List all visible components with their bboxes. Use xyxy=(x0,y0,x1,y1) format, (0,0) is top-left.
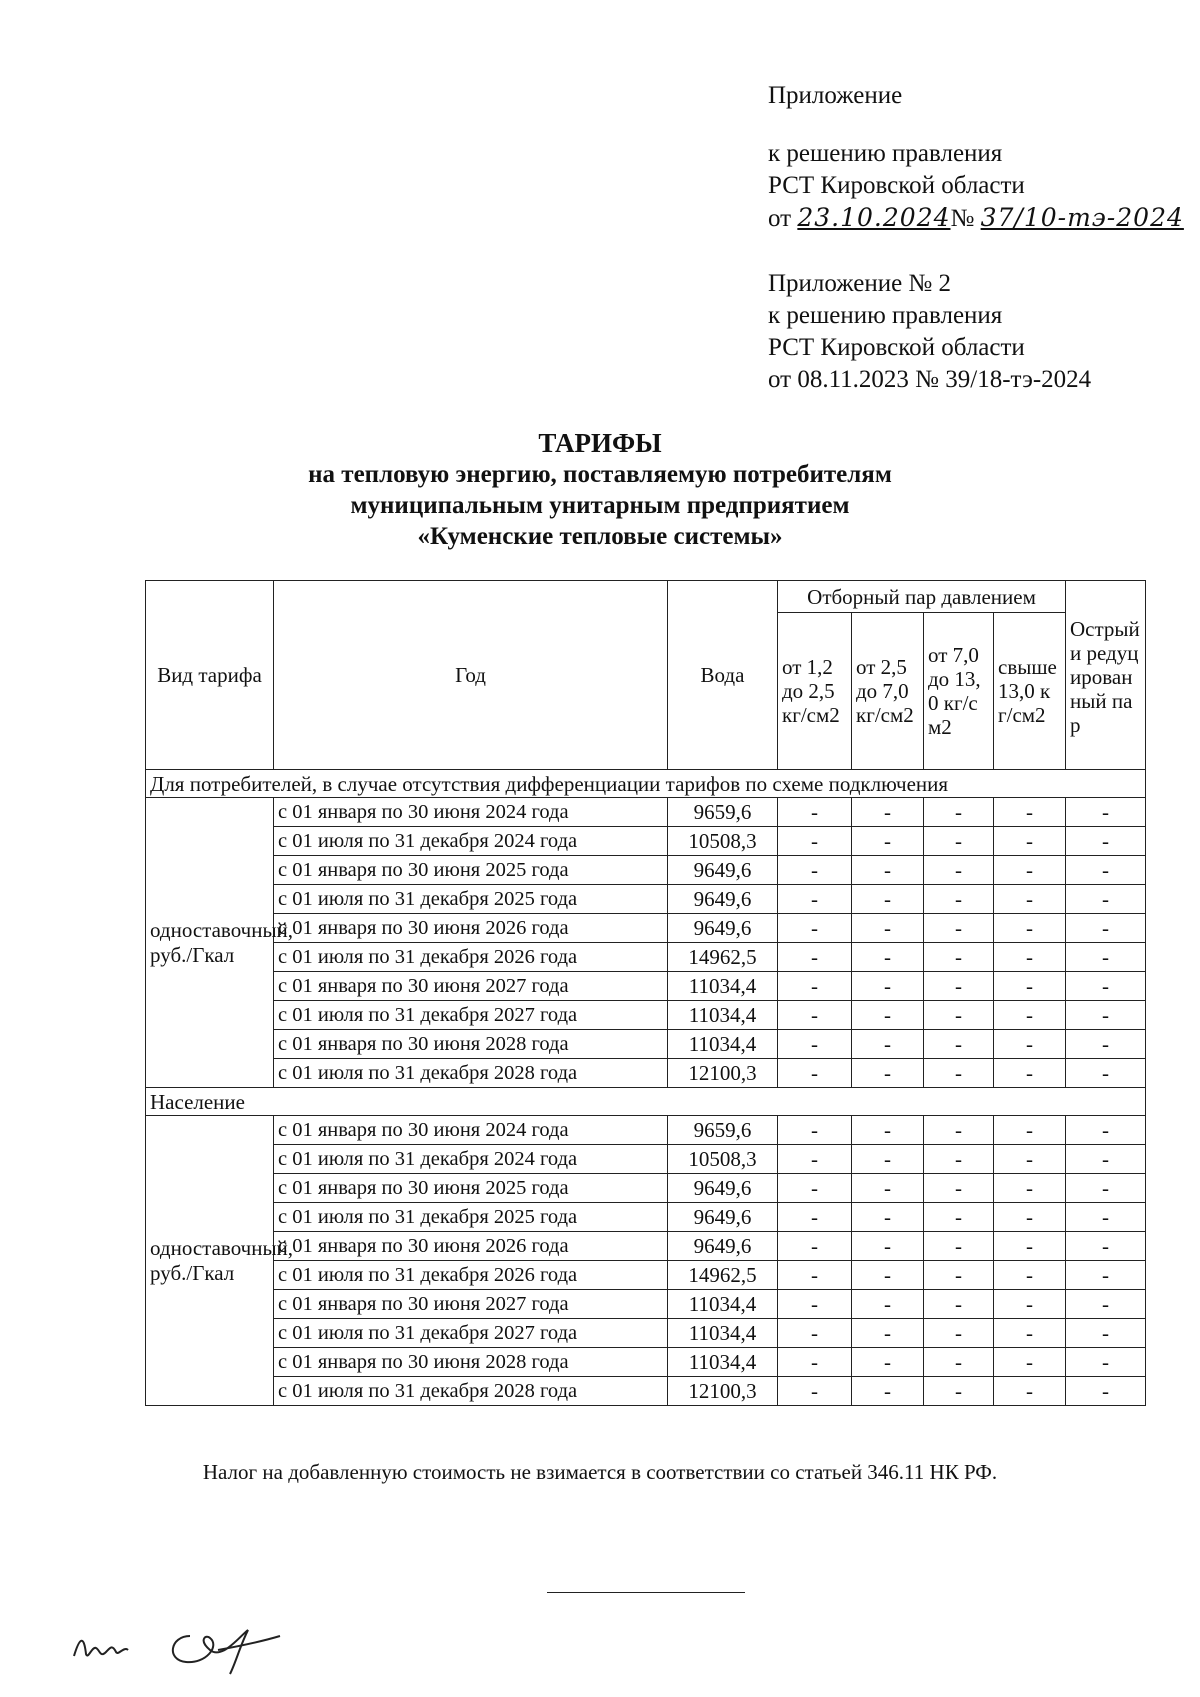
steam-tariff-cell: - xyxy=(852,1290,924,1319)
steam-tariff-cell: - xyxy=(852,1001,924,1030)
steam-tariff-cell: - xyxy=(1066,1261,1146,1290)
appendix2-title: Приложение № 2 xyxy=(768,270,952,297)
steam-tariff-cell: - xyxy=(924,798,994,827)
table-row xyxy=(146,1174,1146,1203)
period-cell: с 01 июля по 31 декабря 2028 года xyxy=(274,1377,668,1406)
period-cell: с 01 июля по 31 декабря 2027 года xyxy=(274,1319,668,1348)
appendix-line-date xyxy=(768,202,1184,235)
water-tariff-cell: 9649,6 xyxy=(668,885,778,914)
table-row xyxy=(146,1348,1146,1377)
table-row xyxy=(146,943,1146,972)
steam-tariff-cell: - xyxy=(924,1145,994,1174)
steam-tariff-cell: - xyxy=(852,798,924,827)
steam-tariff-cell: - xyxy=(1066,1174,1146,1203)
steam-tariff-cell: - xyxy=(778,1319,852,1348)
water-tariff-cell: 9649,6 xyxy=(668,856,778,885)
tariff-type-cell: одноставочный, руб./Гкал xyxy=(146,798,274,1088)
water-tariff-cell: 10508,3 xyxy=(668,1145,778,1174)
steam-tariff-cell: - xyxy=(994,914,1066,943)
tariff-table xyxy=(145,580,1146,1406)
table-row xyxy=(146,914,1146,943)
steam-tariff-cell: - xyxy=(1066,1377,1146,1406)
period-cell: с 01 января по 30 июня 2027 года xyxy=(274,1290,668,1319)
steam-tariff-cell: - xyxy=(924,1116,994,1145)
appendix-line-decision: к решению правления xyxy=(768,140,1003,167)
table-row xyxy=(146,856,1146,885)
steam-tariff-cell: - xyxy=(778,1030,852,1059)
steam-tariff-cell: - xyxy=(852,972,924,1001)
appendix2-header xyxy=(768,268,1091,396)
table-row xyxy=(146,827,1146,856)
table-row xyxy=(146,1059,1146,1088)
title-line-2: муниципальным унитарным предприятием xyxy=(350,492,850,519)
steam-tariff-cell: - xyxy=(778,827,852,856)
steam-tariff-cell: - xyxy=(852,1145,924,1174)
period-cell: с 01 июля по 31 декабря 2026 года xyxy=(274,1261,668,1290)
header-steam-group: Отборный пар давлением xyxy=(778,581,1066,613)
table-row xyxy=(146,1203,1146,1232)
period-cell: с 01 июля по 31 декабря 2027 года xyxy=(274,1001,668,1030)
table-row xyxy=(146,798,1146,827)
steam-tariff-cell: - xyxy=(994,1116,1066,1145)
water-tariff-cell: 11034,4 xyxy=(668,1348,778,1377)
steam-tariff-cell: - xyxy=(852,1059,924,1088)
water-tariff-cell: 11034,4 xyxy=(668,1001,778,1030)
water-tariff-cell: 9649,6 xyxy=(668,1232,778,1261)
steam-tariff-cell: - xyxy=(852,1030,924,1059)
number-prefix: № xyxy=(950,205,975,232)
appendix-header xyxy=(768,80,1184,235)
steam-tariff-cell: - xyxy=(778,1174,852,1203)
table-row xyxy=(146,1319,1146,1348)
steam-tariff-cell: - xyxy=(924,1203,994,1232)
vat-note: Налог на добавленную стоимость не взимается в соответствии со статьей 346.11 НК РФ. xyxy=(202,1460,998,1484)
steam-tariff-cell: - xyxy=(924,1059,994,1088)
steam-tariff-cell: - xyxy=(924,943,994,972)
steam-tariff-cell: - xyxy=(924,1001,994,1030)
steam-tariff-cell: - xyxy=(852,943,924,972)
steam-tariff-cell: - xyxy=(852,1116,924,1145)
title-line-1: на тепловую энергию, поставляемую потребителям xyxy=(308,461,892,488)
steam-tariff-cell: - xyxy=(852,856,924,885)
water-tariff-cell: 14962,5 xyxy=(668,943,778,972)
appendix-title: Приложение xyxy=(768,82,903,109)
water-tariff-cell: 11034,4 xyxy=(668,1290,778,1319)
table-row xyxy=(146,1232,1146,1261)
steam-tariff-cell: - xyxy=(1066,1059,1146,1088)
water-tariff-cell: 11034,4 xyxy=(668,1030,778,1059)
steam-tariff-cell: - xyxy=(994,1059,1066,1088)
steam-tariff-cell: - xyxy=(994,1348,1066,1377)
header-steam-1: от 1,2 до 2,5 кг/см2 xyxy=(778,613,852,770)
steam-tariff-cell: - xyxy=(1066,827,1146,856)
appendix2-line-authority: РСТ Кировской области xyxy=(768,334,1025,361)
steam-tariff-cell: - xyxy=(1066,1030,1146,1059)
steam-tariff-cell: - xyxy=(852,1377,924,1406)
steam-tariff-cell: - xyxy=(1066,1001,1146,1030)
steam-tariff-cell: - xyxy=(1066,972,1146,1001)
period-cell: с 01 января по 30 июня 2024 года xyxy=(274,798,668,827)
steam-tariff-cell: - xyxy=(924,1348,994,1377)
steam-tariff-cell: - xyxy=(924,856,994,885)
water-tariff-cell: 9649,6 xyxy=(668,914,778,943)
header-year: Год xyxy=(274,581,668,770)
steam-tariff-cell: - xyxy=(1066,1145,1146,1174)
steam-tariff-cell: - xyxy=(778,1377,852,1406)
table-row xyxy=(146,1290,1146,1319)
section-row xyxy=(146,770,1146,798)
steam-tariff-cell: - xyxy=(1066,856,1146,885)
period-cell: с 01 июля по 31 декабря 2024 года xyxy=(274,1145,668,1174)
steam-tariff-cell: - xyxy=(994,827,1066,856)
steam-tariff-cell: - xyxy=(994,1001,1066,1030)
steam-tariff-cell: - xyxy=(994,856,1066,885)
steam-tariff-cell: - xyxy=(924,1232,994,1261)
steam-tariff-cell: - xyxy=(924,1290,994,1319)
appendix2-line-decision: к решению правления xyxy=(768,302,1003,329)
signature-icon xyxy=(70,1616,330,1676)
period-cell: с 01 января по 30 июня 2024 года xyxy=(274,1116,668,1145)
steam-tariff-cell: - xyxy=(994,943,1066,972)
steam-tariff-cell: - xyxy=(924,1377,994,1406)
water-tariff-cell: 11034,4 xyxy=(668,1319,778,1348)
steam-tariff-cell: - xyxy=(924,827,994,856)
steam-tariff-cell: - xyxy=(778,1059,852,1088)
steam-tariff-cell: - xyxy=(994,1030,1066,1059)
steam-tariff-cell: - xyxy=(778,1116,852,1145)
steam-tariff-cell: - xyxy=(994,1319,1066,1348)
steam-tariff-cell: - xyxy=(852,1203,924,1232)
water-tariff-cell: 14962,5 xyxy=(668,1261,778,1290)
steam-tariff-cell: - xyxy=(778,972,852,1001)
steam-tariff-cell: - xyxy=(1066,798,1146,827)
steam-tariff-cell: - xyxy=(778,856,852,885)
period-cell: с 01 января по 30 июня 2026 года xyxy=(274,914,668,943)
steam-tariff-cell: - xyxy=(924,972,994,1001)
water-tariff-cell: 9659,6 xyxy=(668,1116,778,1145)
steam-tariff-cell: - xyxy=(924,1030,994,1059)
water-tariff-cell: 12100,3 xyxy=(668,1059,778,1088)
steam-tariff-cell: - xyxy=(994,1377,1066,1406)
table-row xyxy=(146,885,1146,914)
steam-tariff-cell: - xyxy=(852,1232,924,1261)
steam-tariff-cell: - xyxy=(994,885,1066,914)
steam-tariff-cell: - xyxy=(994,1261,1066,1290)
steam-tariff-cell: - xyxy=(852,1319,924,1348)
period-cell: с 01 июля по 31 декабря 2025 года xyxy=(274,1203,668,1232)
steam-tariff-cell: - xyxy=(994,1232,1066,1261)
steam-tariff-cell: - xyxy=(1066,1232,1146,1261)
steam-tariff-cell: - xyxy=(1066,1290,1146,1319)
steam-tariff-cell: - xyxy=(852,914,924,943)
decision-number: 37/10-тэ-2024 xyxy=(980,203,1184,232)
steam-tariff-cell: - xyxy=(1066,1348,1146,1377)
header-tariff-type: Вид тарифа xyxy=(146,581,274,770)
steam-tariff-cell: - xyxy=(778,943,852,972)
title-line-3: «Куменские тепловые системы» xyxy=(417,523,783,550)
steam-tariff-cell: - xyxy=(924,1261,994,1290)
tariff-type-cell: одноставочный, руб./Гкал xyxy=(146,1116,274,1406)
header-steam-2: от 2,5 до 7,0 кг/см2 xyxy=(852,613,924,770)
steam-tariff-cell: - xyxy=(852,1348,924,1377)
appendix-line-authority: РСТ Кировской области xyxy=(768,172,1025,199)
period-cell: с 01 июля по 31 декабря 2026 года xyxy=(274,943,668,972)
water-tariff-cell: 12100,3 xyxy=(668,1377,778,1406)
period-cell: с 01 января по 30 июня 2026 года xyxy=(274,1232,668,1261)
appendix2-line-date: от 08.11.2023 № 39/18-тэ-2024 xyxy=(768,366,1092,393)
header-sharp-steam: Острый и редуцированный пар xyxy=(1066,581,1146,770)
period-cell: с 01 января по 30 июня 2028 года xyxy=(274,1348,668,1377)
steam-tariff-cell: - xyxy=(778,1290,852,1319)
steam-tariff-cell: - xyxy=(924,1174,994,1203)
period-cell: с 01 июля по 31 декабря 2028 года xyxy=(274,1059,668,1088)
steam-tariff-cell: - xyxy=(778,1261,852,1290)
steam-tariff-cell: - xyxy=(778,914,852,943)
header-steam-4: свыше 13,0 кг/см2 xyxy=(994,613,1066,770)
table-row xyxy=(146,1030,1146,1059)
section-title: Население xyxy=(146,1088,1146,1116)
steam-tariff-cell: - xyxy=(1066,885,1146,914)
steam-tariff-cell: - xyxy=(994,1174,1066,1203)
table-row xyxy=(146,1261,1146,1290)
header-water: Вода xyxy=(668,581,778,770)
period-cell: с 01 января по 30 июня 2025 года xyxy=(274,1174,668,1203)
period-cell: с 01 июля по 31 декабря 2024 года xyxy=(274,827,668,856)
steam-tariff-cell: - xyxy=(994,1145,1066,1174)
water-tariff-cell: 9649,6 xyxy=(668,1203,778,1232)
steam-tariff-cell: - xyxy=(994,1290,1066,1319)
footer-divider xyxy=(547,1592,745,1593)
water-tariff-cell: 9649,6 xyxy=(668,1174,778,1203)
section-title: Для потребителей, в случае отсутствия дифференциации тарифов по схеме подключения xyxy=(146,770,1146,798)
steam-tariff-cell: - xyxy=(778,1145,852,1174)
period-cell: с 01 января по 30 июня 2025 года xyxy=(274,856,668,885)
steam-tariff-cell: - xyxy=(852,1261,924,1290)
period-cell: с 01 января по 30 июня 2028 года xyxy=(274,1030,668,1059)
title-main: ТАРИФЫ xyxy=(538,428,662,458)
steam-tariff-cell: - xyxy=(778,885,852,914)
steam-tariff-cell: - xyxy=(778,798,852,827)
steam-tariff-cell: - xyxy=(924,1319,994,1348)
steam-tariff-cell: - xyxy=(1066,1203,1146,1232)
steam-tariff-cell: - xyxy=(1066,943,1146,972)
steam-tariff-cell: - xyxy=(1066,1319,1146,1348)
steam-tariff-cell: - xyxy=(994,798,1066,827)
water-tariff-cell: 10508,3 xyxy=(668,827,778,856)
document-title xyxy=(0,428,1200,552)
header-steam-3: от 7,0 до 13,0 кг/см2 xyxy=(924,613,994,770)
steam-tariff-cell: - xyxy=(778,1001,852,1030)
steam-tariff-cell: - xyxy=(924,885,994,914)
steam-tariff-cell: - xyxy=(994,972,1066,1001)
decision-date: 23.10.2024 xyxy=(797,203,951,232)
steam-tariff-cell: - xyxy=(1066,1116,1146,1145)
steam-tariff-cell: - xyxy=(1066,914,1146,943)
steam-tariff-cell: - xyxy=(778,1203,852,1232)
steam-tariff-cell: - xyxy=(924,914,994,943)
table-row xyxy=(146,1116,1146,1145)
period-cell: с 01 января по 30 июня 2027 года xyxy=(274,972,668,1001)
period-cell: с 01 июля по 31 декабря 2025 года xyxy=(274,885,668,914)
section-row xyxy=(146,1088,1146,1116)
steam-tariff-cell: - xyxy=(994,1203,1066,1232)
steam-tariff-cell: - xyxy=(778,1232,852,1261)
water-tariff-cell: 9659,6 xyxy=(668,798,778,827)
steam-tariff-cell: - xyxy=(852,827,924,856)
table-row xyxy=(146,1001,1146,1030)
table-row xyxy=(146,972,1146,1001)
table-row xyxy=(146,1377,1146,1406)
water-tariff-cell: 11034,4 xyxy=(668,972,778,1001)
date-prefix: от xyxy=(768,205,792,232)
steam-tariff-cell: - xyxy=(778,1348,852,1377)
steam-tariff-cell: - xyxy=(852,1174,924,1203)
steam-tariff-cell: - xyxy=(852,885,924,914)
table-row xyxy=(146,1145,1146,1174)
